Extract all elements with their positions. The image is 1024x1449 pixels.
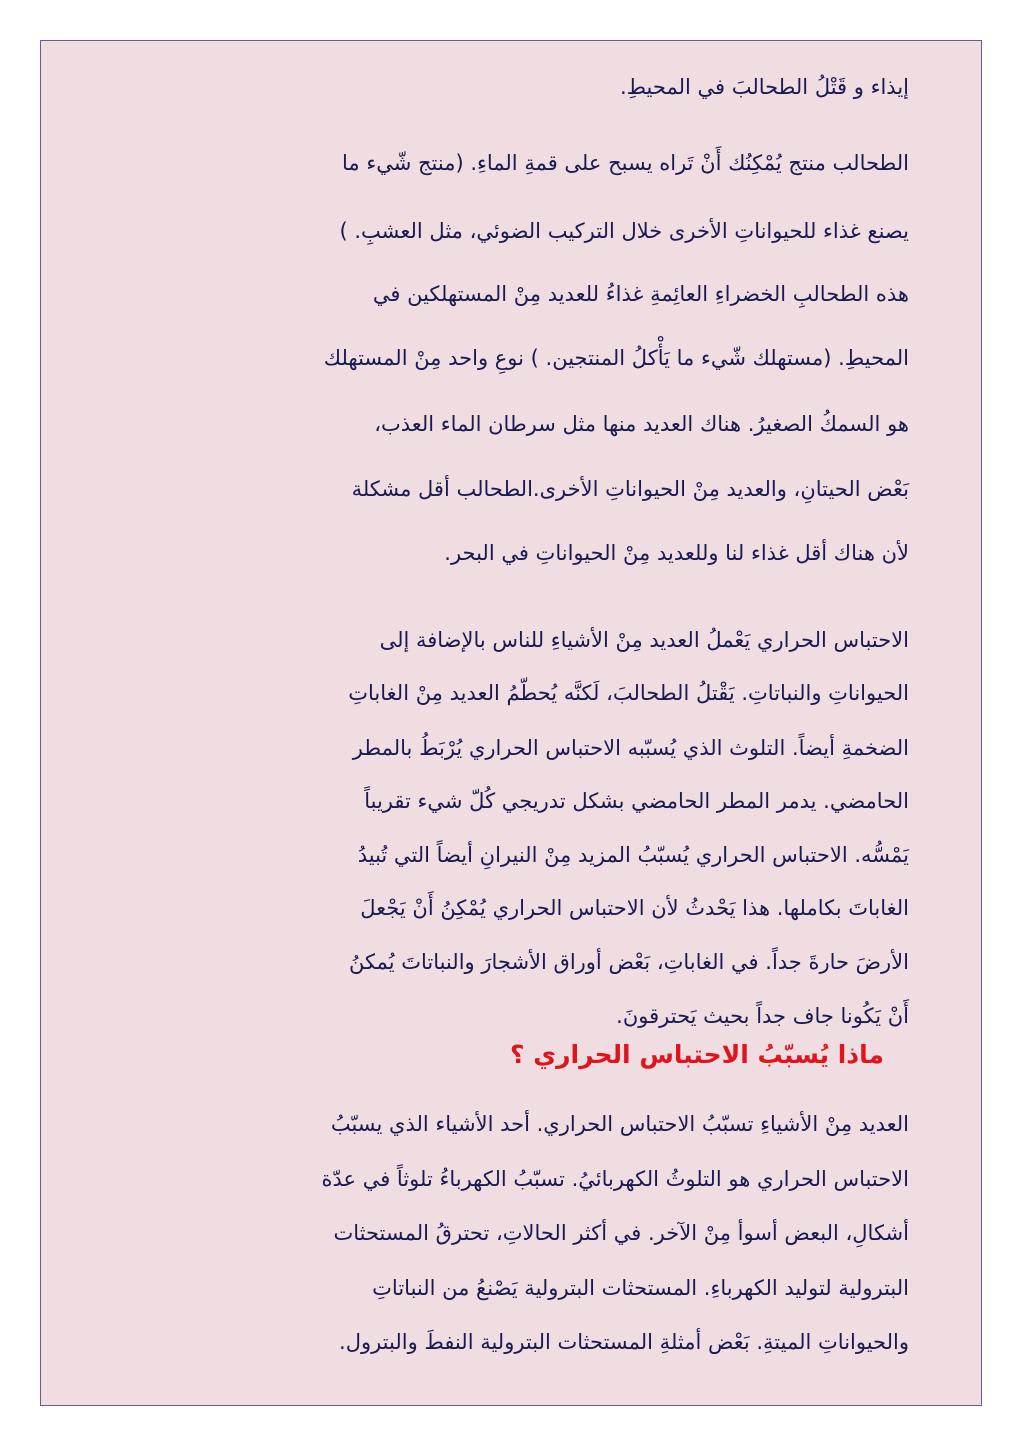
paragraph-1-line-7: لأن هناك أقل غذاء لنا وللعديد مِنْ الحيواناتِ في البحر. [444,541,909,565]
paragraph-2-line-6: الغاباتَ بكاملها. هذا يَحْدثُ لأن الاحتباس الحراري يُمْكِنُ أَنْ يَجْعلَ [360,896,909,920]
section-heading: ماذا يُسبّبُ الاحتباس الحراري ؟ [510,1040,884,1069]
paragraph-2-line-8: أَنْ يَكُونا جاف جداً بحيث يَحترقونَ. [616,1004,909,1028]
paragraph-2-line-4: الحامضي. يدمر المطر الحامضي بشكل تدريجي كُلّ شيء تقريباً [364,789,909,813]
paragraph-3-line-3: أشكالِ، البعض أسوأ مِنْ الآخر. في أكثر الحالاتِ، تحترقُ المستحثات [333,1221,909,1245]
paragraph-1-line-1: الطحالب منتج يُمْكِنُك أَنْ تَراه يسبح على قمةِ الماءِ. (منتج شّيء ما [342,151,909,175]
paragraph-1-line-4: المحيطِ. (مستهلك شّيء ما يَأْكلُ المنتجين. ) نوعِ واحد مِنْ المستهلك [323,346,909,370]
paragraph-2-line-1: الاحتباس الحراري يَعْملُ العديد مِنْ الأشياءِ للناس بالإضافة إلى [379,628,909,652]
paragraph-3-line-4: البترولية لتوليد الكهرباءِ. المستحثات البترولية يَصْنعُ من النباتاتِ [372,1276,909,1300]
paragraph-2-line-5: يَمْسُّه. الاحتباس الحراري يُسبّبُ المزيد مِنْ النيرانِ أيضاً التي تُبيدُ [357,843,909,867]
paragraph-2-line-7: الأرضَ حارةَ جداً. في الغاباتِ، بَعْض أوراق الأشجارَ والنباتاتَ يُمكنُ [348,950,909,974]
paragraph-1-line-3: هذه الطحالبِ الخضراءِ العائِمةِ غذاءُ للعديد مِنْ المستهلكين في [372,282,909,306]
paragraph-1-line-5: هو السمكُ الصغيرُ. هناك العديد منها مثل سرطان الماء العذب، [374,412,909,436]
document-title: إيذاء و قَتْلُ الطحالبَ في المحيطِ. [619,75,909,99]
paragraph-2-line-2: الحيواناتِ والنباتاتِ. يَقْتلُ الطحالبَ، لَكنَّه يُحطّمُ العديد مِنْ الغاباتِ [348,681,909,705]
paragraph-1-line-2: يصنع غذاء للحيواناتِ الأخرى خلال التركيب الضوئي، مثل العشبِ. ) [339,219,909,243]
paragraph-3-line-1: العديد مِنْ الأشياءِ تسبّبُ الاحتباس الحراري. أحد الأشياء الذي يسبّبُ [330,1112,909,1136]
paragraph-3-line-5: والحيواناتِ الميتةِ. بَعْض أمثلةِ المستحثات البترولية النفطَ والبترول. [339,1330,909,1354]
paragraph-1-line-6: بَعْض الحيتانِ، والعديد مِنْ الحيواناتِ الأخرى.الطحالب أقل مشكلة [351,477,909,501]
paragraph-3-line-2: الاحتباس الحراري هو التلوثُ الكهربائيُ. تسبّبُ الكهرباءُ تلوثاً في عدّة [321,1167,909,1191]
paragraph-2-line-3: الضخمةِ أيضاً. التلوث الذي يُسبّبه الاحتباس الحراري يُرْبَطُ بالمطر [352,736,909,760]
